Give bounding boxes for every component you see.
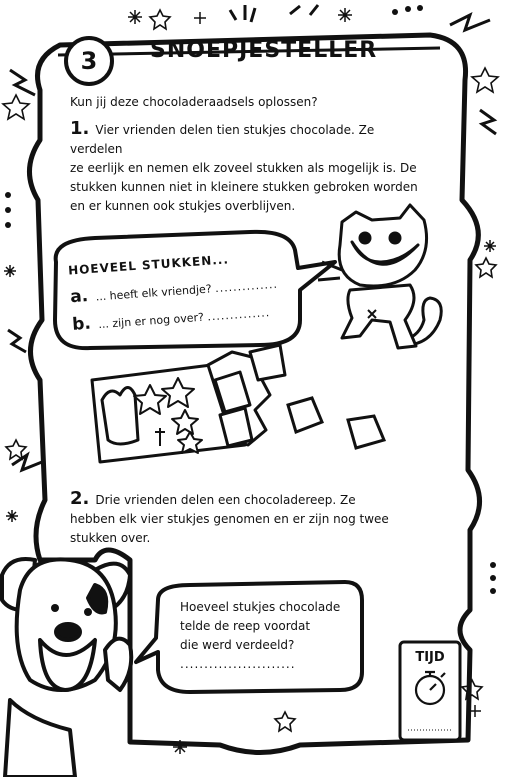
question-1-line: Vier vrienden delen tien stukjes chocolade. Ze verdelen xyxy=(70,123,375,156)
question-2-line: hebben elk vier stukjes genomen en er zijn nog twee xyxy=(70,512,389,526)
answer-b-field[interactable]: .............. xyxy=(206,306,271,324)
answer-b-text: ... zijn er nog over? xyxy=(97,310,205,332)
answer-b-label: b. xyxy=(71,313,92,335)
question-1-line: stukken kunnen niet in kleinere stukken gebroken worden xyxy=(70,180,418,194)
question-1-line: en er kunnen ook stukjes overblijven. xyxy=(70,199,296,213)
answer-a-label: a. xyxy=(69,286,89,308)
question-1-line: ze eerlijk en nemen elk zoveel stukken als mogelijk is. De xyxy=(70,161,417,175)
bubble-2-line: Hoeveel stukjes chocolade xyxy=(180,600,341,614)
bubble-2-question xyxy=(180,598,350,674)
question-2-line: stukken over. xyxy=(70,531,151,545)
page-title: SNOEPJESTELLER xyxy=(150,38,378,63)
question-1-number: 1. xyxy=(70,118,90,139)
question-2-line: Drie vrienden delen een chocoladereep. Ze xyxy=(95,493,356,507)
timer-label: TIJD xyxy=(415,650,445,665)
dog-illustration xyxy=(2,559,131,777)
bubble-heading: HOEVEEL STUKKEN... xyxy=(67,252,230,278)
chocolate-piece-illustration xyxy=(288,398,384,448)
answer-2-field[interactable]: ........................ xyxy=(180,657,296,671)
bubble-2-line: telde de reep voordat xyxy=(180,619,311,633)
bubble-2-line: die werd verdeeld? xyxy=(180,638,295,652)
question-2-number: 2. xyxy=(70,488,90,509)
answer-a-field[interactable]: .............. xyxy=(214,277,279,296)
activity-number: 3 xyxy=(64,36,114,86)
cat-illustration xyxy=(318,205,441,348)
intro-text: Kun jij deze chocoladeraadsels oplossen? xyxy=(70,95,318,109)
chocolate-bar-illustration xyxy=(92,345,285,462)
question-1 xyxy=(70,118,430,216)
question-2 xyxy=(70,488,415,548)
answer-a-text: ... heeft elk vriendje? xyxy=(95,282,213,304)
